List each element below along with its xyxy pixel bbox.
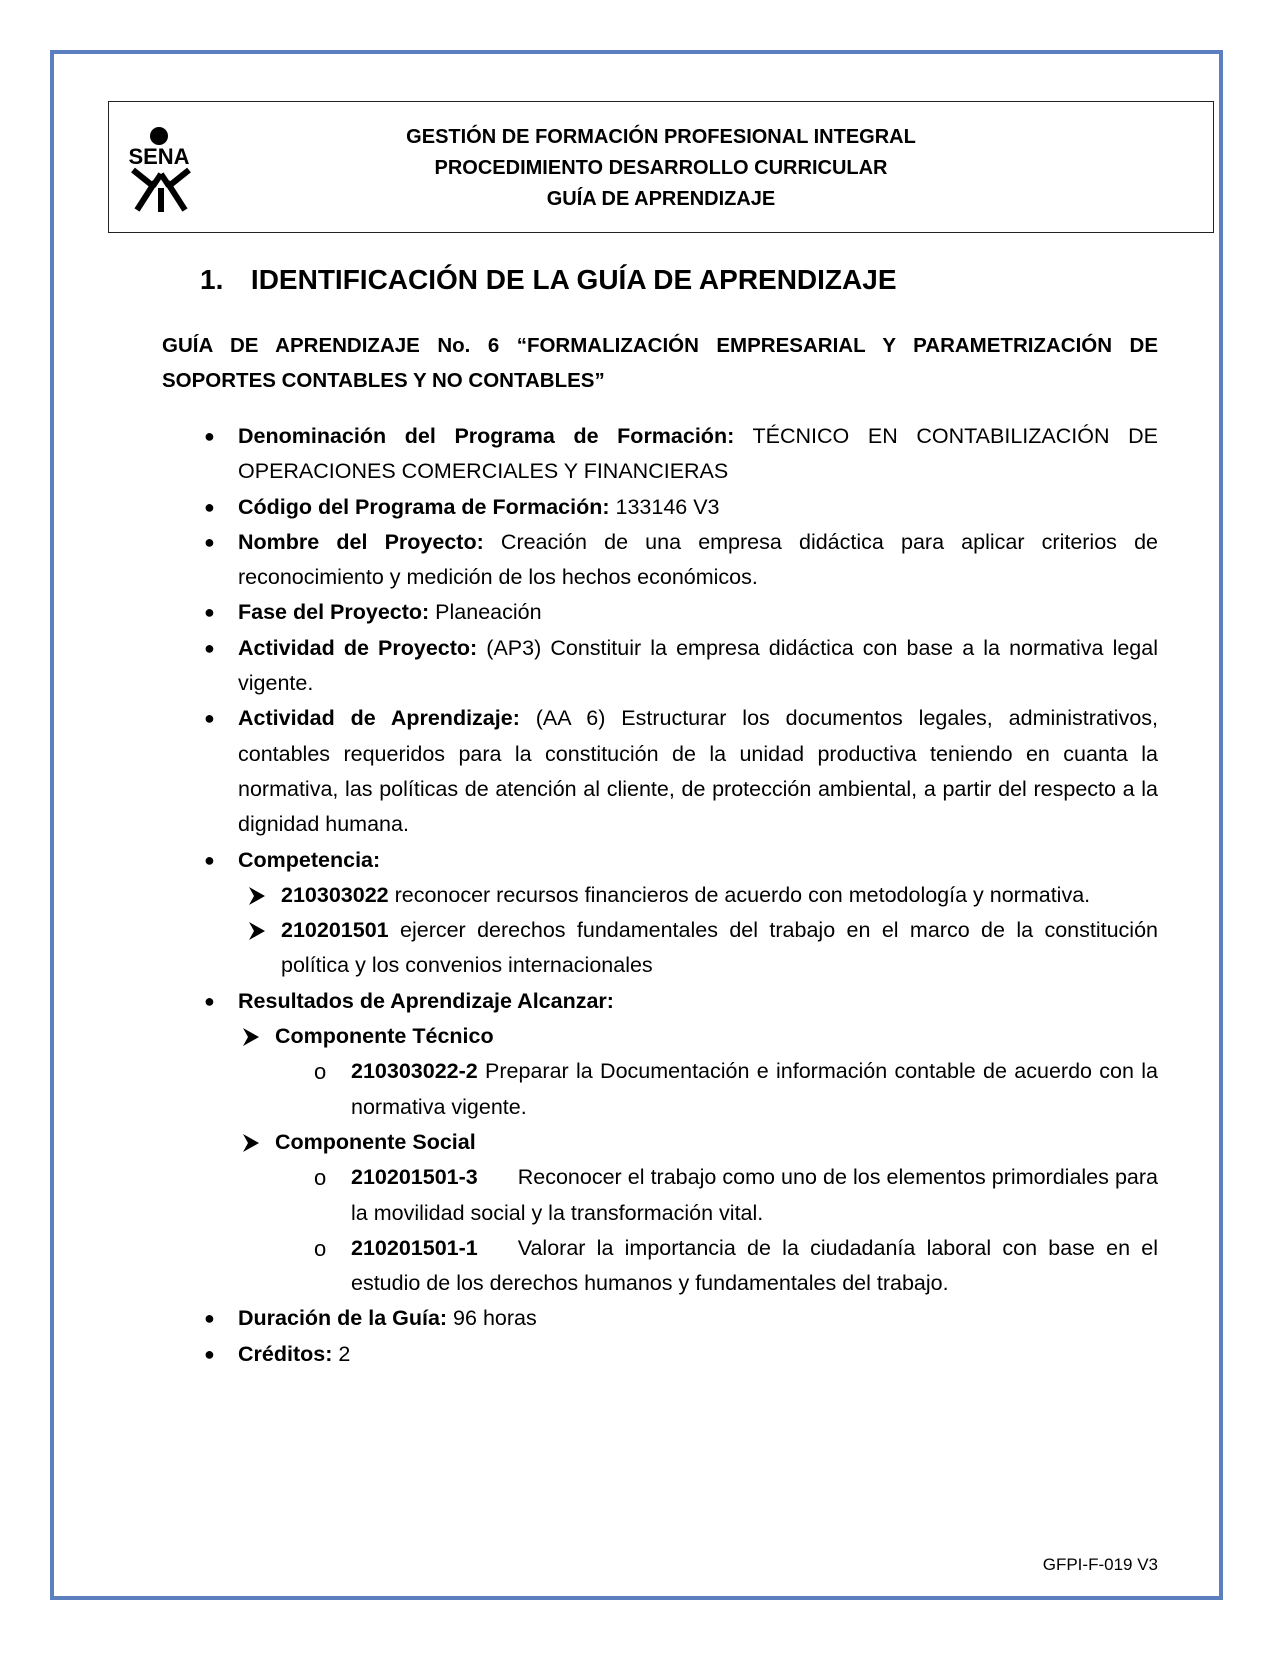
bullet-icon: ● xyxy=(204,1343,215,1364)
header-title-block xyxy=(109,122,1213,215)
bullet-icon: ● xyxy=(204,602,215,623)
result-text: Preparar la Documentación e información contable de acuerdo con la normativa vigente. xyxy=(351,1059,1158,1119)
competencia-text: ejercer derechos fundamentales del trabajo en el marco de la constitución política y los convenios internacionales xyxy=(281,918,1158,978)
list-item-program-name xyxy=(162,419,1158,490)
form-code: GFPI-F-019 V3 xyxy=(1042,1555,1158,1574)
result-text: Reconocer el trabajo como uno de los elementos primordiales para la movilidad social y la transformación vital. xyxy=(351,1165,1158,1225)
component-heading-tecnico xyxy=(162,1019,1158,1054)
document-header xyxy=(108,101,1214,233)
item-label: Duración de la Guía: xyxy=(238,1306,448,1331)
circle-bullet-icon: o xyxy=(314,1059,327,1085)
competencia-entry xyxy=(162,913,1158,984)
arrowhead-bullet-icon xyxy=(246,913,268,948)
competencia-code: 210303022 xyxy=(281,882,389,907)
item-value: TÉCNICO EN CONTABILIZACIÓN DE OPERACIONES COMERCIALES Y FINANCIERAS xyxy=(238,424,1158,484)
list-item-program-code xyxy=(162,490,1158,525)
item-value: Planeación xyxy=(429,600,542,625)
list-item-duration xyxy=(162,1301,1158,1336)
bullet-icon: ● xyxy=(204,849,215,870)
item-label: Créditos: xyxy=(238,1341,333,1366)
list-item-learning-activity xyxy=(162,701,1158,842)
bullet-icon: ● xyxy=(204,990,215,1011)
result-code: 210303022-2 xyxy=(351,1059,478,1084)
list-item-project-name xyxy=(162,525,1158,596)
arrowhead-bullet-icon xyxy=(240,1019,262,1054)
circle-bullet-icon: o xyxy=(314,1235,327,1261)
item-label: Competencia: xyxy=(238,847,381,872)
bullet-icon: ● xyxy=(204,637,215,658)
component-label: Componente Social xyxy=(275,1129,476,1154)
section-title: IDENTIFICACIÓN DE LA GUÍA DE APRENDIZAJE xyxy=(250,264,897,295)
item-value: 96 horas xyxy=(447,1306,537,1331)
result-entry xyxy=(162,1160,1158,1231)
result-entry xyxy=(162,1231,1158,1302)
result-entry xyxy=(162,1054,1158,1125)
item-value: (AP3) Constituir la empresa didáctica con base a la normativa legal vigente. xyxy=(238,635,1158,696)
list-item-project-activity xyxy=(162,631,1158,702)
item-value: (AA 6) Estructurar los documentos legales, administrativos, contables requeridos para la constitución de la unidad productiva teniendo en cuanta la normativa, las políticas de atención al cliente, de protección ambiental, a partir del respecto a la dignidad humana. xyxy=(238,706,1159,837)
list-item-project-phase xyxy=(162,595,1158,630)
svg-text:SENA: SENA xyxy=(128,144,190,169)
section-heading xyxy=(200,262,897,298)
header-line-2: PROCEDIMIENTO DESARROLLO CURRICULAR xyxy=(434,157,888,179)
bullet-icon: ● xyxy=(204,426,215,446)
item-label: Actividad de Aprendizaje: xyxy=(238,706,520,731)
item-label: Fase del Proyecto: xyxy=(238,600,430,625)
bullet-icon: ● xyxy=(204,708,215,729)
item-label: Denominación del Programa de Formación: xyxy=(238,424,735,448)
component-label: Componente Técnico xyxy=(275,1024,494,1049)
bullet-icon: ● xyxy=(204,496,215,517)
bullet-icon: ● xyxy=(204,531,215,552)
item-label: Resultados de Aprendizaje Alcanzar: xyxy=(238,988,614,1013)
item-label: Nombre del Proyecto: xyxy=(238,529,484,554)
item-label: Actividad de Proyecto: xyxy=(238,635,478,660)
guide-title: GUÍA DE APRENDIZAJE No. 6 “FORMALIZACIÓN EMPRESARIAL Y PARAMETRIZACIÓN DE SOPORTES CONTABLES Y NO CONTABLES” xyxy=(162,334,1158,392)
identification-list xyxy=(162,419,1158,1372)
item-value: 2 xyxy=(332,1341,351,1366)
list-item-competencia xyxy=(162,843,1158,878)
result-code: 210201501-3 xyxy=(351,1165,478,1190)
item-value: 133146 V3 xyxy=(609,494,720,519)
result-text: Valorar la importancia de la ciudadanía laboral con base en el estudio de los derechos humanos y fundamentales del trabajo. xyxy=(351,1235,1158,1296)
competencia-entry xyxy=(162,878,1158,913)
section-number: 1. xyxy=(200,264,224,295)
arrowhead-bullet-icon xyxy=(240,1125,262,1160)
header-line-1: GESTIÓN DE FORMACIÓN PROFESIONAL INTEGRAL xyxy=(406,126,916,148)
list-item-results xyxy=(162,984,1158,1019)
list-item-credits xyxy=(162,1337,1158,1372)
circle-bullet-icon: o xyxy=(314,1165,327,1191)
header-line-3: GUÍA DE APRENDIZAJE xyxy=(546,188,776,210)
competencia-code: 210201501 xyxy=(281,918,389,943)
bullet-icon: ● xyxy=(204,1308,215,1329)
component-heading-social xyxy=(162,1125,1158,1160)
item-label: Código del Programa de Formación: xyxy=(238,494,610,519)
result-code: 210201501-1 xyxy=(351,1235,478,1260)
item-value: Creación de una empresa didáctica para aplicar criterios de reconocimiento y medición de los hechos económicos. xyxy=(238,529,1158,590)
arrowhead-bullet-icon xyxy=(246,878,268,913)
competencia-text: reconocer recursos financieros de acuerdo con metodología y normativa. xyxy=(388,882,1091,907)
